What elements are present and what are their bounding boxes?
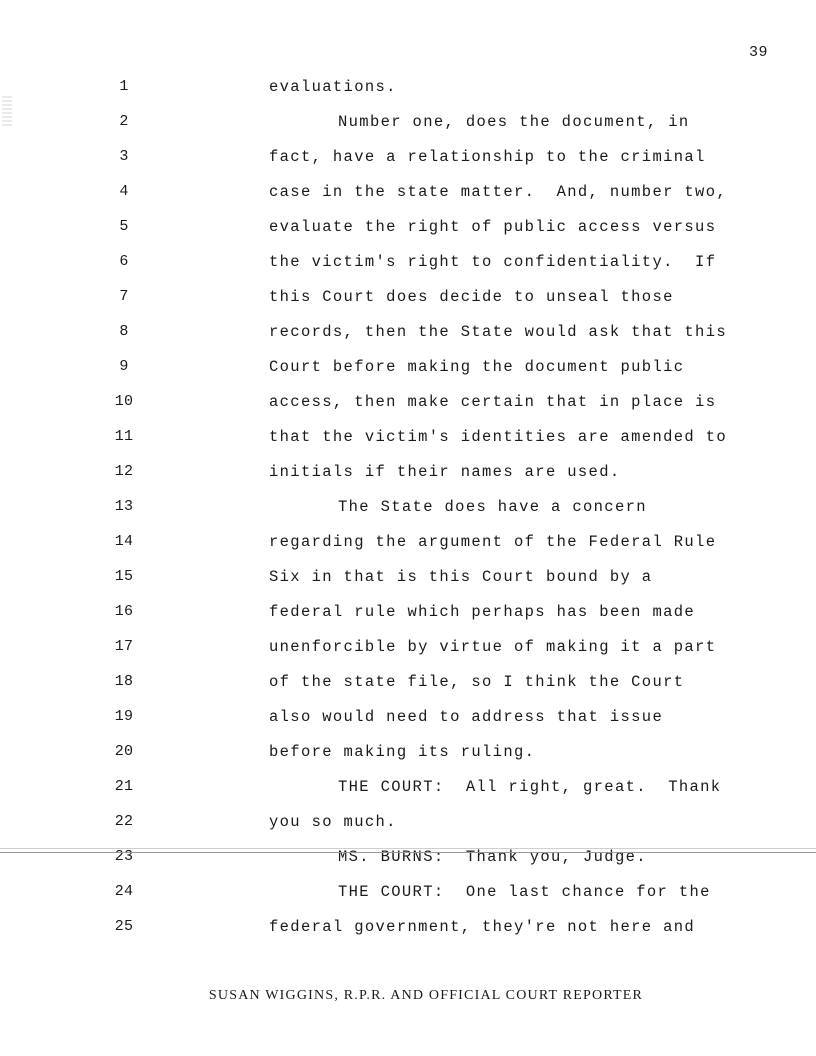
line-number: 21 bbox=[114, 778, 134, 795]
transcript-line bbox=[0, 391, 816, 426]
transcript-line bbox=[0, 531, 816, 566]
line-number: 14 bbox=[114, 533, 134, 550]
scan-rule-line bbox=[0, 852, 816, 853]
transcript-line bbox=[0, 251, 816, 286]
line-text: fact, have a relationship to the criminal bbox=[269, 148, 706, 166]
line-number: 7 bbox=[119, 288, 129, 305]
line-number: 4 bbox=[119, 183, 129, 200]
line-text: The State does have a concern bbox=[338, 498, 647, 516]
line-text: that the victim's identities are amended to bbox=[269, 428, 728, 446]
line-number: 22 bbox=[114, 813, 134, 830]
transcript-line bbox=[0, 741, 816, 776]
transcript-line bbox=[0, 566, 816, 601]
transcript-line bbox=[0, 426, 816, 461]
transcript-line bbox=[0, 461, 816, 496]
scan-rule-line bbox=[0, 848, 816, 849]
transcript-line bbox=[0, 216, 816, 251]
line-text: of the state file, so I think the Court bbox=[269, 673, 685, 691]
court-reporter-credit: SUSAN WIGGINS, R.P.R. AND OFFICIAL COURT REPORTER bbox=[208, 988, 644, 1003]
line-number: 12 bbox=[114, 463, 134, 480]
line-text: MS. BURNS: Thank you, Judge. bbox=[338, 848, 647, 866]
transcript-line bbox=[0, 321, 816, 356]
line-number: 16 bbox=[114, 603, 134, 620]
transcript-body bbox=[0, 76, 816, 951]
line-text: records, then the State would ask that this bbox=[269, 323, 728, 341]
line-number: 17 bbox=[114, 638, 134, 655]
line-text: Court before making the document public bbox=[269, 358, 685, 376]
transcript-line bbox=[0, 601, 816, 636]
line-text: THE COURT: One last chance for the bbox=[338, 883, 711, 901]
transcript-line bbox=[0, 181, 816, 216]
line-number: 8 bbox=[119, 323, 129, 340]
line-number: 15 bbox=[114, 568, 134, 585]
line-number: 1 bbox=[119, 78, 129, 95]
transcript-line bbox=[0, 356, 816, 391]
line-text: evaluations. bbox=[269, 78, 397, 96]
line-text: also would need to address that issue bbox=[269, 708, 664, 726]
line-number: 11 bbox=[114, 428, 134, 445]
line-number: 5 bbox=[119, 218, 129, 235]
line-text: federal rule which perhaps has been made bbox=[269, 603, 696, 621]
line-text: Number one, does the document, in bbox=[338, 113, 690, 131]
line-number: 25 bbox=[114, 918, 134, 935]
transcript-line bbox=[0, 286, 816, 321]
line-number: 19 bbox=[114, 708, 134, 725]
line-number: 24 bbox=[114, 883, 134, 900]
line-text: evaluate the right of public access versus bbox=[269, 218, 717, 236]
line-text: Six in that is this Court bound by a bbox=[269, 568, 653, 586]
line-text: regarding the argument of the Federal Rule bbox=[269, 533, 717, 551]
transcript-line bbox=[0, 706, 816, 741]
line-text: this Court does decide to unseal those bbox=[269, 288, 674, 306]
line-text: case in the state matter. And, number two, bbox=[269, 183, 728, 201]
transcript-line bbox=[0, 776, 816, 811]
line-text: THE COURT: All right, great. Thank bbox=[338, 778, 722, 796]
line-number: 18 bbox=[114, 673, 134, 690]
transcript-line bbox=[0, 671, 816, 706]
transcript-line bbox=[0, 636, 816, 671]
line-text: unenforcible by virtue of making it a part bbox=[269, 638, 717, 656]
transcript-line bbox=[0, 811, 816, 846]
line-text: you so much. bbox=[269, 813, 397, 831]
line-number: 3 bbox=[119, 148, 129, 165]
line-text: federal government, they're not here and bbox=[269, 918, 696, 936]
transcript-line bbox=[0, 496, 816, 531]
line-text: the victim's right to confidentiality. If bbox=[269, 253, 717, 271]
transcript-line bbox=[0, 111, 816, 146]
line-number: 2 bbox=[119, 113, 129, 130]
transcript-line bbox=[0, 881, 816, 916]
transcript-line bbox=[0, 76, 816, 111]
line-number: 10 bbox=[114, 393, 134, 410]
page-number: 39 bbox=[748, 44, 768, 61]
line-text: initials if their names are used. bbox=[269, 463, 621, 481]
line-text: before making its ruling. bbox=[269, 743, 536, 761]
line-text: access, then make certain that in place is bbox=[269, 393, 717, 411]
transcript-line bbox=[0, 146, 816, 181]
line-number: 20 bbox=[114, 743, 134, 760]
line-number: 6 bbox=[119, 253, 129, 270]
page-footer bbox=[0, 988, 816, 1004]
line-number: 23 bbox=[114, 848, 134, 865]
transcript-line bbox=[0, 916, 816, 951]
line-number: 13 bbox=[114, 498, 134, 515]
line-number: 9 bbox=[119, 358, 129, 375]
